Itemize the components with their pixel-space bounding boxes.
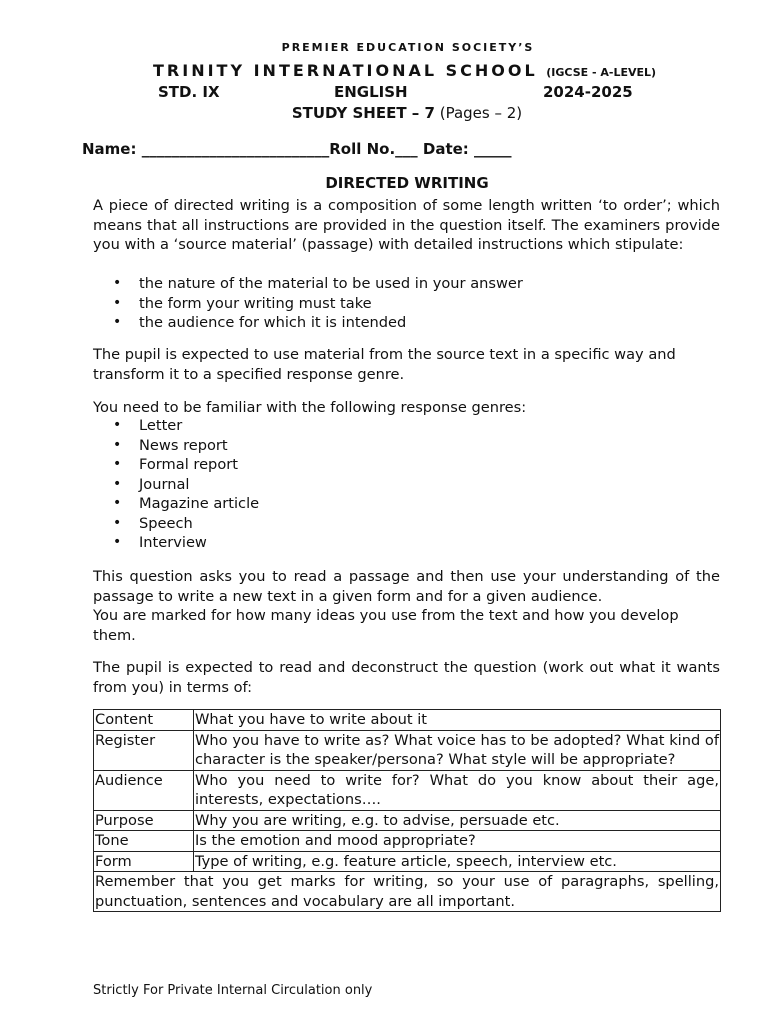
list-item: • the form your writing must take xyxy=(111,294,523,314)
name-label: Name: xyxy=(82,140,137,158)
table-note: Remember that you get marks for writing, so your use of paragraphs, spelling, punctuation, sentences and vocabulary are all important. xyxy=(95,873,719,910)
criteria-desc: What you have to write about it xyxy=(194,710,721,731)
date-label: Date: xyxy=(422,140,469,158)
list-item: • Magazine article xyxy=(111,494,259,514)
criteria-desc: Who you need to write for? What do you know about their age, interests, expectations…. xyxy=(195,771,719,808)
criteria-term: Tone xyxy=(94,831,194,852)
genres-intro: You need to be familiar with the following response genres: xyxy=(93,399,527,416)
genre-list xyxy=(111,416,259,553)
list-item: • Speech xyxy=(111,514,259,534)
standard: STD. IX xyxy=(158,83,220,101)
marked-paragraph: You are marked for how many ideas you use from the text and how you develop them. xyxy=(93,607,679,644)
list-item: • the nature of the material to be used in your answer xyxy=(111,274,523,294)
footer-note: Strictly For Private Internal Circulation only xyxy=(93,983,373,998)
school-name xyxy=(153,61,656,80)
list-item: • Letter xyxy=(111,416,259,436)
sheet-title xyxy=(0,104,768,122)
student-details-row xyxy=(82,140,512,158)
criteria-desc: Type of writing, e.g. feature article, speech, interview etc. xyxy=(194,851,721,872)
criteria-term: Purpose xyxy=(94,810,194,831)
section-title: DIRECTED WRITING xyxy=(325,174,489,192)
table-row xyxy=(94,831,721,852)
criteria-desc: Who you have to write as? What voice has to be adopted? What kind of character is the speaker/persona? What style will be appropriate? xyxy=(195,731,719,768)
list-item: • the audience for which it is intended xyxy=(111,313,523,333)
table-row xyxy=(94,770,721,810)
list-item: • News report xyxy=(111,436,259,456)
source-paragraph: The pupil is expected to use material from the source text in a specific way and transform it to a specified response genre. xyxy=(93,346,676,383)
name-blank: _________________________ xyxy=(141,140,330,158)
criteria-term: Register xyxy=(94,730,194,770)
table-row xyxy=(94,851,721,872)
sheet-number: STUDY SHEET – 7 xyxy=(291,104,435,122)
table-row xyxy=(94,872,721,912)
criteria-term: Form xyxy=(94,851,194,872)
sheet-pages: (Pages – 2) xyxy=(439,104,523,122)
school-name-text: TRINITY INTERNATIONAL SCHOOL xyxy=(153,61,538,80)
roll-blank: ___ xyxy=(395,140,418,158)
roll-label: Roll No. xyxy=(329,140,396,158)
academic-year: 2024-2025 xyxy=(543,83,633,101)
criteria-term: Audience xyxy=(94,770,194,810)
society-name: PREMIER EDUCATION SOCIETY’S xyxy=(281,41,535,54)
list-item: • Formal report xyxy=(111,455,259,475)
list-item: • Journal xyxy=(111,475,259,495)
table-row xyxy=(94,710,721,731)
table-row xyxy=(94,810,721,831)
criteria-desc: Why you are writing, e.g. to advise, persuade etc. xyxy=(194,810,721,831)
criteria-table xyxy=(93,709,721,912)
stipulation-list xyxy=(111,274,523,333)
criteria-desc: Is the emotion and mood appropriate? xyxy=(194,831,721,852)
school-affiliation: (IGCSE - A-LEVEL) xyxy=(546,66,657,79)
question-paragraph: This question asks you to read a passage and then use your understanding of the passage to write a new text in a given form and for a given audience. xyxy=(93,568,720,605)
intro-paragraph: A piece of directed writing is a composition of some length written ‘to order’; which means that all instructions are provided in the question itself. The examiners provide you with a ‘source material’ (passage) with detailed instructions which stipulate: xyxy=(93,197,720,253)
table-row xyxy=(94,730,721,770)
list-item: • Interview xyxy=(111,533,259,553)
subject: ENGLISH xyxy=(334,83,408,101)
date-blank: _____ xyxy=(474,140,512,158)
deconstruct-paragraph: The pupil is expected to read and deconstruct the question (work out what it wants from you) in terms of: xyxy=(93,659,720,696)
criteria-term: Content xyxy=(94,710,194,731)
